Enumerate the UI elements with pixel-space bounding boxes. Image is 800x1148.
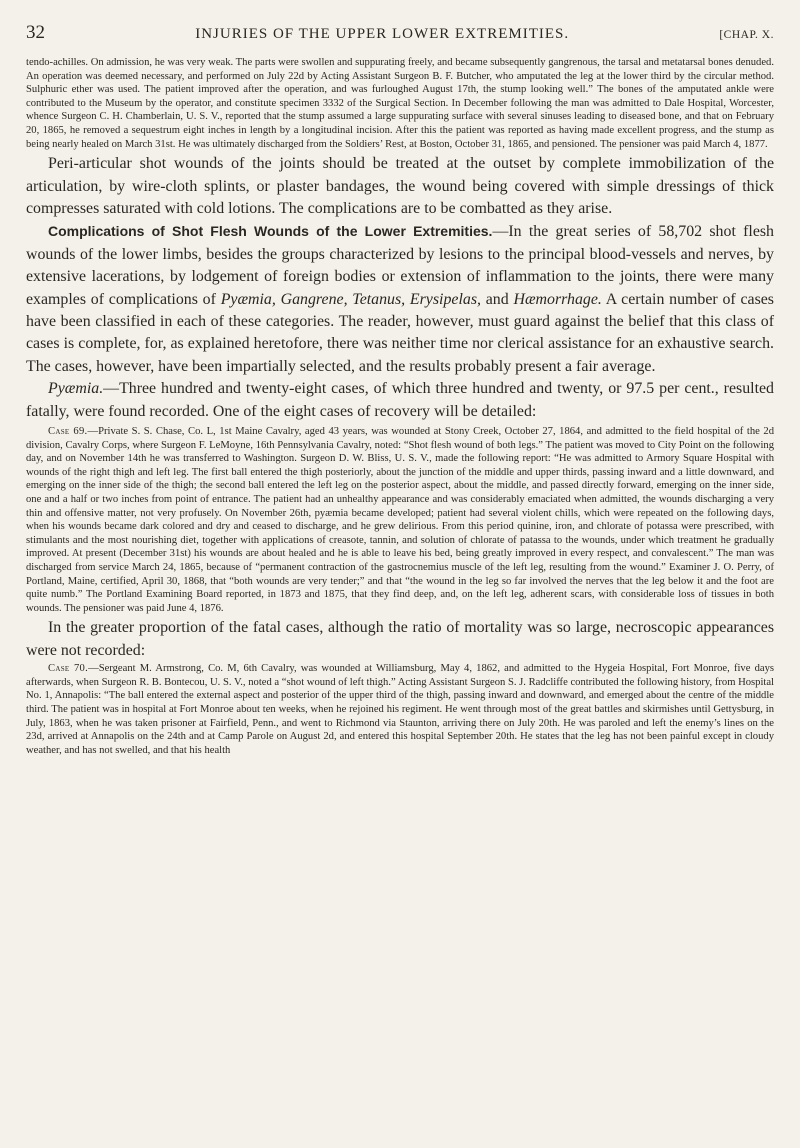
- case-label: Case 70.: [48, 663, 89, 675]
- chapter-label: [CHAP. X.: [719, 29, 774, 41]
- paragraph-necroscopic: In the greater proportion of the fatal cases, although the ratio of mortality was so large, necroscopic appearances were not recorded:: [26, 619, 774, 659]
- case-69: Case 69.—Private S. S. Chase, Co. L, 1st Maine Cavalry, aged 43 years, was wounded at Stony Creek, October 27, 1864, and admitted to the field hospital of the 2d division, Cavalry Corps, where Surgeon F. LeMoyne, 16th Pennsylvania Cavalry, noted: “Shot flesh wound of both legs.” The patient was moved to City Point on the following day, and on November 14th he was transferred to Washington. Surgeon D. W. Bliss, U. S. V., made the following report: “He was admitted to Armory Square Hospital with wounds of the right thigh and left leg. The first ball entered the thigh posteriorly, about the junction of the middle and upper thirds, passing inward and a little downward, and emerging on the inner side of the thigh; the second ball entered the left leg on the posterior aspect, about the middle, and passed directly forward, emerging on the inner side, one and a half or two inches from point of entrance. The patient had an unhealthy appearance and was considerably emaciated when admitted, the wounds discharging a very thin and offensive matter, not very profusely. On November 26th, pyæmia became developed; patient had several violent chills, which were repeated on the following days, when his wounds became dark colored and dry and ceased to discharge, and he grew delirious. From this period quinine, iron, and chlorate of potassa were prescribed, with stimulants and the most nourishing diet, together with applications of creasote, tannin, and solution of chlorate of patassa to the wounds, under which treatment he gradually improved. At present (December 31st) his wounds are about healed and he is able to leave his bed, being greatly improved in every respect, and convalescent.” The man was discharged from service March 24, 1865, because of “permanent contraction of the gastrocnemius muscle of the left leg, resulting from the wound.” Examiner J. O. Perry, of Portland, Maine, certified, April 30, 1868, that “both wounds are very tender;” and that “the wound in the leg so far involved the nerves that the leg below it and the foot are quite numb.” The Portland Examining Board reported, in 1873 and 1875, that they find deep, and, on the left leg, adherent scars, with considerable loss of tissues in both wounds. The pensioner was paid June 4, 1876.: [26, 426, 774, 614]
- paragraph-complications: Complications of Shot Flesh Wounds of the Lower Extremities.—In the great series of 58,702 shot flesh wounds of the lower limbs, besides the groups characterized by lesions to the principal blood-vessels and nerves, by extensive lacerations, by lodgement of foreign bodies or extension of inflammation to the joints, there were many examples of complications of Pyæmia, Gangrene, Tetanus, Erysipelas, and Hæmorrhage. A certain number of cases have been classified in each of these categories. The reader, however, must guard against the belief that this class of cases is complete, for, as explained heretofore, there was neither time nor clerical assistance for an exhaustive search. The cases, however, have been impartially selected, and the results probably present a fair average.: [26, 223, 774, 375]
- case-label: Case 69.: [48, 426, 88, 438]
- section-heading: Complications of Shot Flesh Wounds of the Lower Extremities.: [48, 223, 493, 240]
- running-head: [26, 22, 774, 48]
- subsection-term: Pyæmia.: [48, 380, 104, 398]
- running-title: INJURIES OF THE UPPER LOWER EXTREMITIES.: [195, 26, 570, 42]
- page-number: 32: [26, 22, 45, 43]
- paragraph-pyaemia: Pyæmia.—Three hundred and twenty-eight cases, of which three hundred and twenty, or 97.5 per cent., resulted fatally, were found recorded. One of the eight cases of recovery will be detailed:: [26, 380, 774, 420]
- paragraph-continued-case: tendo-achilles. On admission, he was very weak. The parts were swollen and suppurating freely, and became subsequently gangrenous, the tarsal and metatarsal bones denuded. An operation was deemed necessary, and performed on July 22d by Acting Assistant Surgeon B. F. Butcher, who amputated the leg at the lower third by the circular method. Sulphuric ether was used. The patient improved after the operation, and was furloughed August 17th, the stump looking well.” The bones of the amputated ankle were contributed to the Museum by the operator, and constitute specimen 3332 of the Surgical Section. In December following the man was admitted to Dale Hospital, Worcester, whence Surgeon C. H. Chamberlain, U. S. V., reported that the stump assumed a large suppurating surface with several sinuses leading to diseased bone, and that on February 20, 1865, he removed a sequestrum eight inches in length by a longitudinal incision. After this the patient was reported as having made excellent progress, and the stump as being nearly healed on March 31st. He was ultimately discharged from the Soldiers’ Rest, at Boston, October 31, 1865, and pensioned. The pensioner was paid March 4, 1877.: [26, 57, 774, 150]
- page-body: [26, 56, 774, 757]
- case-70: Case 70.—Sergeant M. Armstrong, Co. M, 6th Cavalry, was wounded at Williamsburg, May 4, 1862, and admitted to the Hygeia Hospital, Fort Monroe, five days afterwards, when Surgeon R. B. Bontecou, U. S. V., noted a “shot wound of left thigh.” Acting Assistant Surgeon S. J. Radcliffe contributed the following history, from Hospital No. 1, Annapolis: “The ball entered the external aspect and posterior of the upper third of the thigh, passing inward and downward, and emerged about the centre of the middle third. The patient was in hospital at Fort Monroe about ten weeks, when he rejoined his regiment. He went through most of the great battles and skirmishes until Gettysburg, in July, 1863, when he was taken prisoner at Fairfield, Penn., and went to Richmond via Staunton, arriving there on July 20th. He was paroled and left the enemy’s lines on the 23d, arrived at Annapolis on the 24th and at Camp Parole on August 2d, and entered this hospital September 20th. He states that the leg has not been painful except in cloudy weather, and has not swelled, and that his health: [26, 663, 774, 756]
- paragraph-treatment: Peri-articular shot wounds of the joints should be treated at the outset by complete immobilization of the articulation, by wire-cloth splints, or plaster bandages, the wound being covered with simple dressings of thick compresses saturated with cold lotions. The complications are to be combatted as they arise.: [26, 155, 774, 217]
